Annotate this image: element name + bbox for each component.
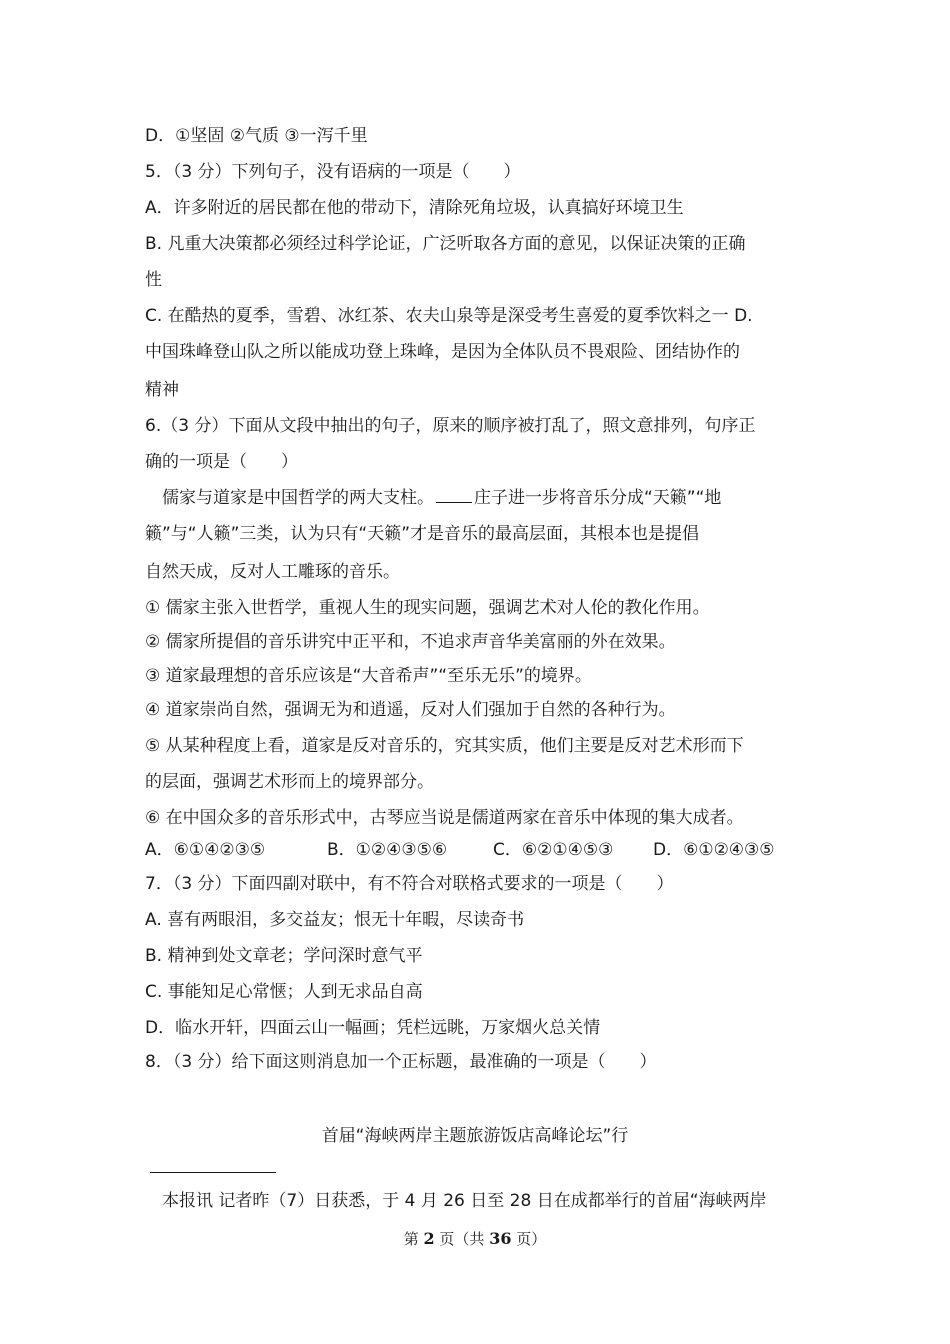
q6-sentence-5-line2: 的层面，强调艺术形而上的境界部分。 — [145, 772, 434, 792]
q6-option-a: A．⑥①④②③⑤ — [145, 840, 266, 860]
q6-passage-line3: 自然天成，反对人工雕琢的音乐。 — [145, 562, 400, 582]
news-body: 本报讯 记者昨（7）日获悉，于 4 月 26 日至 28 日在成都举行的首届“海峡两岸 — [162, 1191, 767, 1211]
q5-option-b-line2: 性 — [145, 270, 162, 290]
q5-option-c-line2: 中国珠峰登山队之所以能成功登上珠峰，是因为全体队员不畏艰险、团结协作的 — [145, 342, 740, 362]
q6-option-c: C．⑥②①④⑤③ — [493, 840, 614, 860]
footer-prefix: 第 — [403, 1230, 419, 1248]
q7-option-c: C. 事能知足心常惬；人到无求品自高 — [145, 982, 423, 1002]
q5-stem: 5．（3 分）下列句子，没有语病的一项是（ ） — [145, 162, 521, 182]
q6-sentence-5-line1: ⑤ 从某种程度上看，道家是反对音乐的，究其实质，他们主要是反对艺术形而下 — [145, 736, 744, 756]
q7-option-b: B. 精神到处文章老；学问深时意气平 — [145, 946, 423, 966]
q6-passage-text-b: 庄子进一步将音乐分成“天籁”“地 — [474, 488, 722, 508]
q6-passage-line2: 籁”与“人籁”三类，认为只有“天籁”才是音乐的最高层面，其根本也是提倡 — [145, 524, 700, 544]
q5-option-b-line1: B. 凡重大决策都必须经过科学论证，广泛听取各方面的意见，以保证决策的正确 — [145, 234, 746, 254]
q6-passage-line1 — [162, 486, 827, 510]
q6-sentence-4: ④ 道家崇尚自然，强调无为和逍遥，反对人们强加于自然的各种行为。 — [145, 700, 676, 720]
q6-sentence-2: ② 儒家所提倡的音乐讲究中正平和，不追求声音华美富丽的外在效果。 — [145, 632, 676, 652]
footer-total-pages: 36 — [489, 1229, 512, 1248]
q6-option-b: B．①②④③⑤⑥ — [327, 840, 448, 860]
q6-sentence-1: ① 儒家主张入世哲学，重视人生的现实问题，强调艺术对人伦的教化作用。 — [145, 598, 710, 618]
footer-suffix: 页） — [516, 1230, 547, 1248]
answer-blank — [436, 486, 472, 503]
q4-option-d: D．①坚固 ②气质 ③一泻千里 — [145, 126, 368, 146]
q6-stem-line2: 确的一项是（ ） — [145, 452, 298, 472]
news-title: 首届“海峡两岸主题旅游饭店高峰论坛”行 — [321, 1126, 629, 1146]
q6-option-d: D．⑥①②④③⑤ — [653, 840, 775, 860]
q7-option-a: A. 喜有两眼泪，多交益友；恨无十年暇，尽读奇书 — [145, 910, 525, 930]
q8-stem: 8．（3 分）给下面这则消息加一个正标题，最准确的一项是（ ） — [145, 1052, 657, 1072]
q6-sentence-6: ⑥ 在中国众多的音乐形式中，古琴应当说是儒道两家在音乐中体现的集大成者。 — [145, 808, 744, 828]
q5-option-a: A．许多附近的居民都在他的带动下，清除死角垃圾，认真搞好环境卫生 — [145, 198, 684, 218]
page-footer — [0, 1229, 950, 1249]
footnote-divider — [150, 1172, 276, 1173]
q6-stem-line1: 6.（3 分）下面从文段中抽出的句子，原来的顺序被打乱了，照文意排列，句序正 — [145, 416, 756, 436]
q6-passage-text-a: 儒家与道家是中国哲学的两大支柱。 — [162, 488, 434, 508]
q5-option-c-line3: 精神 — [145, 380, 179, 400]
q6-sentence-3: ③ 道家最理想的音乐应该是“大音希声”“至乐无乐”的境界。 — [145, 666, 592, 686]
footer-page-number: 2 — [423, 1229, 435, 1248]
q7-stem: 7．（3 分）下面四副对联中，有不符合对联格式要求的一项是（ ） — [145, 874, 674, 894]
q5-option-c-line1: C. 在酷热的夏季，雪碧、冰红茶、农夫山泉等是深受考生喜爱的夏季饮料之一 D. — [145, 306, 753, 326]
q7-option-d: D．临水开轩，四面云山一幅画；凭栏远眺，万家烟火总关情 — [145, 1018, 601, 1038]
footer-mid: 页（共 — [439, 1230, 485, 1248]
